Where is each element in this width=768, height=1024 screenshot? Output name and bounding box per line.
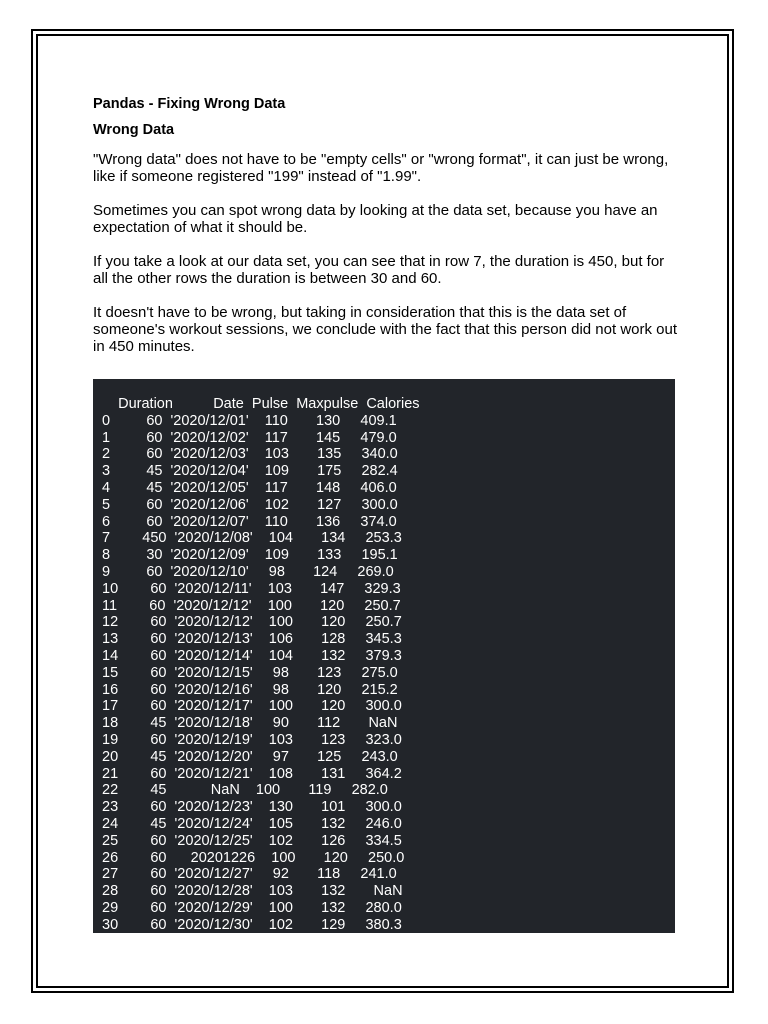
paragraph-1: "Wrong data" does not have to be "empty cells" or "wrong format", it can just be wrong, like if someone registered "199" instead of "1.99". bbox=[93, 151, 669, 185]
section-heading: Wrong Data bbox=[93, 122, 175, 138]
table-row: 17 60 '2020/12/17' 100 120 300.0 bbox=[102, 698, 402, 715]
table-row: 20 45 '2020/12/20' 97 125 243.0 bbox=[102, 748, 398, 765]
table-row: 26 60 20201226 100 120 250.0 bbox=[102, 849, 405, 866]
table-row: 16 60 '2020/12/16' 98 120 215.2 bbox=[102, 681, 398, 698]
paragraph-2: Sometimes you can spot wrong data by looking at the data set, because you have an expectation of what it should be. bbox=[93, 202, 658, 236]
table-row: 14 60 '2020/12/14' 104 132 379.3 bbox=[102, 647, 402, 664]
table-row: 9 60 '2020/12/10' 98 124 269.0 bbox=[102, 563, 394, 580]
table-row: 18 45 '2020/12/18' 90 112 NaN bbox=[102, 715, 398, 732]
table-row: 2 60 '2020/12/03' 103 135 340.0 bbox=[102, 446, 398, 463]
document-body bbox=[93, 94, 678, 355]
table-header-row: Duration Date Pulse Maxpulse Calories bbox=[102, 396, 420, 412]
table-row: 27 60 '2020/12/27' 92 118 241.0 bbox=[102, 866, 397, 883]
table-row: 15 60 '2020/12/15' 98 123 275.0 bbox=[102, 664, 398, 681]
table-row: 8 30 '2020/12/09' 109 133 195.1 bbox=[102, 547, 398, 564]
table-row: 21 60 '2020/12/21' 108 131 364.2 bbox=[102, 765, 402, 782]
table-row: 22 45 NaN 100 119 282.0 bbox=[102, 782, 388, 799]
table-row: 7 450 '2020/12/08' 104 134 253.3 bbox=[102, 530, 402, 547]
table-row: 1 60 '2020/12/02' 117 145 479.0 bbox=[102, 429, 397, 446]
table-row: 24 45 '2020/12/24' 105 132 246.0 bbox=[102, 815, 402, 832]
table-row: 12 60 '2020/12/12' 100 120 250.7 bbox=[102, 614, 402, 631]
paragraph-4: It doesn't have to be wrong, but taking in consideration that this is the data set of someone's workout sessions, we conclude with the fact that this person did not work out in 450 minutes. bbox=[93, 304, 678, 355]
code-output-block bbox=[93, 379, 675, 933]
table-row: 10 60 '2020/12/11' 103 147 329.3 bbox=[102, 580, 401, 597]
table-row: 3 45 '2020/12/04' 109 175 282.4 bbox=[102, 463, 398, 480]
table-row: 11 60 '2020/12/12' 100 120 250.7 bbox=[102, 597, 401, 614]
table-row: 5 60 '2020/12/06' 102 127 300.0 bbox=[102, 496, 398, 513]
table-row: 19 60 '2020/12/19' 103 123 323.0 bbox=[102, 731, 402, 748]
document-title: Pandas - Fixing Wrong Data bbox=[93, 96, 286, 112]
table-row: 13 60 '2020/12/13' 106 128 345.3 bbox=[102, 631, 402, 648]
table-row: 29 60 '2020/12/29' 100 132 280.0 bbox=[102, 899, 402, 916]
paragraph-3: If you take a look at our data set, you can see that in row 7, the duration is 450, but for all the other rows the duration is between 30 and 60. bbox=[93, 253, 665, 287]
table-row: 6 60 '2020/12/07' 110 136 374.0 bbox=[102, 513, 397, 530]
table-row: 4 45 '2020/12/05' 117 148 406.0 bbox=[102, 479, 397, 496]
table-row: 25 60 '2020/12/25' 102 126 334.5 bbox=[102, 832, 402, 849]
table-row: 0 60 '2020/12/01' 110 130 409.1 bbox=[102, 412, 397, 429]
table-row: 30 60 '2020/12/30' 102 129 380.3 bbox=[102, 916, 402, 933]
table-row: 28 60 '2020/12/28' 103 132 NaN bbox=[102, 883, 403, 900]
table-row: 23 60 '2020/12/23' 130 101 300.0 bbox=[102, 799, 402, 816]
